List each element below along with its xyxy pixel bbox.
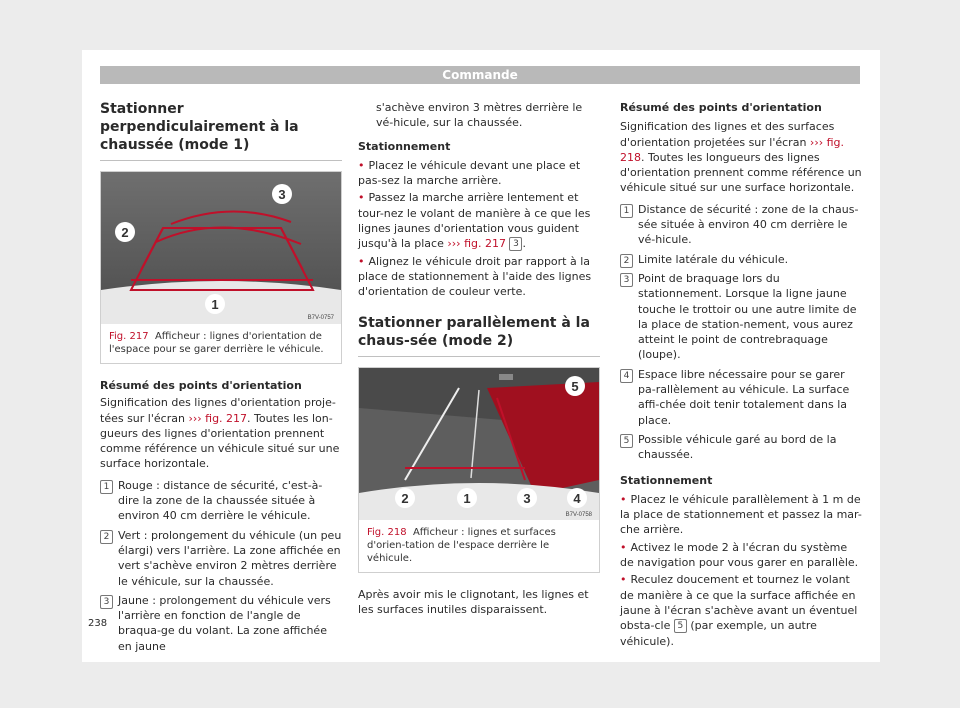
figure-caption: Fig. 218 Afficheur : lignes et surfaces d'orien-tation de l'espace derrière le véhicule. bbox=[367, 526, 556, 564]
bullet-item: • Activez le mode 2 à l'écran du système de navigation pour vous garer en parallèle. bbox=[620, 540, 864, 571]
svg-text:3: 3 bbox=[278, 187, 286, 202]
svg-text:B7V-0758: B7V-0758 bbox=[565, 511, 592, 518]
page-header: Commande bbox=[100, 66, 860, 84]
column-left bbox=[100, 100, 342, 654]
column-middle bbox=[358, 100, 600, 617]
list-item: 1 Distance de sécurité : zone de la chaus-sée située à environ 40 cm derrière le vé-hicule. bbox=[620, 202, 864, 248]
list-item: 3 Point de braquage lors du stationnement. Lorsque la ligne jaune touche le trottoir ou une autre limite de la place de station-nement, vous aurez atteint le point de contrebraquage (loupe). bbox=[620, 271, 864, 363]
column-right bbox=[620, 100, 864, 649]
figure-217 bbox=[100, 171, 342, 364]
intro-paragraph: Signification des lignes d'orientation proje-tées sur l'écran ››› fig. 217. Toutes les lon-gueurs des lignes d'orientation prennent comme référence un véhicule situé sur une surface horizontale. bbox=[100, 396, 340, 471]
list-item: 5 Possible véhicule garé au bord de la chaussée. bbox=[620, 432, 864, 463]
svg-text:5: 5 bbox=[571, 378, 579, 394]
parking-display-image-2 bbox=[359, 368, 599, 520]
svg-text:1: 1 bbox=[463, 490, 471, 506]
intro-paragraph-2: Signification des lignes et des surfaces d'orientation projetées sur l'écran ››› fig. 218. Toutes les longueurs des lignes d'orientation prennent comme référence un véhicule situé sur une surface horizontale. bbox=[620, 120, 862, 195]
section-heading-mode1: Stationner perpendiculairement à la chaussée (mode 1) bbox=[100, 100, 342, 161]
bullet-item: • Placez le véhicule parallèlement à 1 m de la place de stationnement et passez la mar-che arrière. bbox=[620, 492, 864, 538]
subheading-orientation: Résumé des points d'orientation bbox=[100, 379, 302, 392]
svg-text:3: 3 bbox=[523, 490, 531, 506]
subheading-stationnement-2: Stationnement bbox=[620, 473, 713, 487]
fig-217-link[interactable]: fig. 217 bbox=[205, 411, 248, 425]
svg-text:1: 1 bbox=[211, 297, 219, 312]
svg-text:2: 2 bbox=[401, 490, 409, 506]
bullet-item: • Passez la marche arrière lentement et tour-nez le volant de manière à ce que les lignes jaunes d'orientation vous guident jusqu'à la place ››› fig. 217 3 . bbox=[358, 190, 600, 251]
parking-display-image-1 bbox=[101, 172, 341, 324]
fig-217-link[interactable]: fig. 217 bbox=[464, 237, 506, 251]
list-item: 3 Jaune : prolongement du véhicule vers l'arrière en fonction de l'angle de braqua-ge du volant. La zone affichée en jaune bbox=[100, 593, 342, 654]
section-heading-mode2: Stationner parallèlement à la chaus-sée (mode 2) bbox=[358, 314, 600, 357]
continuation-text: s'achève environ 3 mètres derrière le vé-hicule, sur la chaussée. bbox=[376, 101, 583, 130]
list-item: 4 Espace libre nécessaire pour se garer pa-rallèlement au véhicule. La surface affi-chée doit tenir totalement dans la place. bbox=[620, 367, 864, 428]
svg-text:B7V-0757: B7V-0757 bbox=[307, 315, 334, 321]
list-item: 2 Vert : prolongement du véhicule (un peu élargi) vers l'arrière. La zone affichée en vert s'achève environ 2 mètres derrière le véhicule, sur la chaussée. bbox=[100, 528, 342, 589]
figure-caption: Fig. 217 Afficheur : lignes d'orientation de l'espace pour se garer derrière le véhicule. bbox=[109, 331, 324, 355]
fig-218-link[interactable]: fig. 218 bbox=[620, 135, 845, 164]
list-item: 2 Limite latérale du véhicule. bbox=[620, 252, 864, 267]
figure-218 bbox=[358, 367, 600, 573]
svg-text:4: 4 bbox=[573, 490, 581, 506]
bullet-item: • Placez le véhicule devant une place et pas-sez la marche arrière. bbox=[358, 158, 600, 189]
svg-text:2: 2 bbox=[121, 225, 129, 240]
subheading-stationnement: Stationnement bbox=[358, 139, 451, 153]
bullet-item: • Alignez le véhicule droit par rapport à la place de stationnement à l'aide des lignes d'orientation de couleur verte. bbox=[358, 254, 600, 300]
list-item: 1 Rouge : distance de sécurité, c'est-à-dire la zone de la chaussée située à environ 40 cm derrière le véhicule. bbox=[100, 478, 342, 524]
after-figure-text: Après avoir mis le clignotant, les lignes et les surfaces inutiles disparaissent. bbox=[358, 587, 589, 616]
subheading-orientation-2: Résumé des points d'orientation bbox=[620, 101, 822, 114]
page-number: 238 bbox=[88, 618, 108, 629]
bullet-item: • Reculez doucement et tournez le volant de manière à ce que la surface affichée en jaune à l'écran s'achève avant un éventuel obsta-cle 5 (par exemple, un autre véhicule). bbox=[620, 572, 864, 648]
